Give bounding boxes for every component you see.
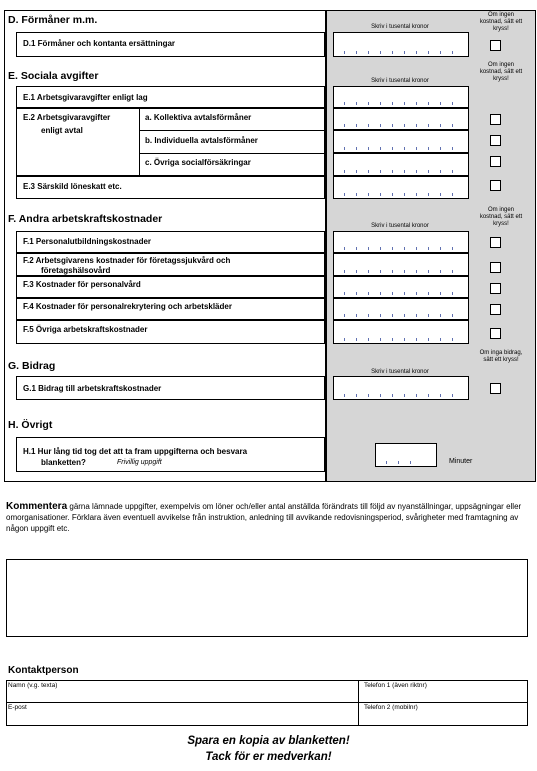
section-e-column-header: Skriv i tusental kronor: [371, 78, 429, 84]
section-d-title: D. Förmåner m.m.: [8, 14, 98, 26]
input-h1-minutes[interactable]: [375, 443, 437, 467]
row-e2-sep1: [139, 130, 325, 131]
checkbox-f1[interactable]: [490, 237, 501, 248]
section-e-title: E. Sociala avgifter: [8, 70, 99, 82]
input-e3[interactable]: [333, 176, 469, 199]
row-e2-sep2: [139, 153, 325, 154]
frame-bottom: [4, 481, 536, 482]
comment-body: gärna lämnade uppgifter, exempelvis om löner och/eller antal anställda förändrats till följd av nyanställningar, uppsägningar eller omorganisationer. Förklara även eventuell avvikelse från instruktion, anledning till avvikande redovisningsperiod, svårigheter med framtagning av någon uppgift etc.: [6, 502, 522, 533]
section-g-column-header: Skriv i tusental kronor: [371, 369, 429, 375]
contact-table: [6, 680, 528, 726]
section-f-column-header: Skriv i tusental kronor: [371, 223, 429, 229]
row-e2-label-1: E.2 Arbetsgivaravgifter: [23, 113, 111, 122]
minutes-unit: Minuter: [449, 458, 473, 465]
input-f1[interactable]: [333, 231, 469, 253]
row-f2-label-1: F.2 Arbetsgivarens kostnader för företagssjukvård och: [23, 256, 231, 265]
row-h1-optional: Frivillig uppgift: [117, 459, 162, 466]
section-g-note: Om inga bidrag, sätt ett kryss!: [479, 350, 523, 363]
checkbox-f4[interactable]: [490, 304, 501, 315]
input-e2b[interactable]: [333, 130, 469, 153]
frame-top: [4, 10, 536, 11]
input-e2c[interactable]: [333, 153, 469, 176]
row-e3: [16, 176, 325, 199]
section-h-title: H. Övrigt: [8, 419, 53, 431]
frame-left: [4, 10, 5, 482]
row-d1-label: D.1 Förmåner och kontanta ersättningar: [23, 39, 176, 48]
input-f4[interactable]: [333, 298, 469, 320]
comment-lead: Kommentera: [6, 501, 68, 512]
contact-col-sep: [358, 680, 359, 726]
row-f3: [16, 276, 325, 298]
comment-textarea[interactable]: [6, 559, 528, 637]
row-f2: [16, 253, 325, 276]
input-e2a[interactable]: [333, 108, 469, 130]
row-h1-label-2: blanketten?: [41, 458, 86, 467]
row-h1-label-1: H.1 Hur lång tid tog det att ta fram uppgifterna och besvara: [23, 447, 248, 456]
row-e2-label-2: enligt avtal: [41, 126, 83, 135]
input-f3[interactable]: [333, 276, 469, 298]
row-h1: [16, 437, 325, 472]
input-d1[interactable]: [333, 32, 469, 57]
row-e2a-label: a. Kollektiva avtalsförmåner: [145, 113, 252, 122]
contact-row-sep: [6, 702, 528, 703]
row-f4-label: F.4 Kostnader för personalrekrytering och arbetskläder: [23, 302, 232, 311]
row-e3-label: E.3 Särskild löneskatt etc.: [23, 182, 122, 191]
row-f5-label: F.5 Övriga arbetskraftskostnader: [23, 325, 148, 334]
checkbox-f3[interactable]: [490, 283, 501, 294]
comment-instructions: [6, 501, 526, 534]
checkbox-f2[interactable]: [490, 262, 501, 273]
frame-right: [535, 10, 536, 482]
section-g-title: G. Bidrag: [8, 360, 56, 372]
row-e1: [16, 86, 325, 108]
row-d1: [16, 32, 325, 57]
section-d-note: Om ingen kostnad, sätt ett kryss!: [479, 12, 523, 32]
row-g1-label: G.1 Bidrag till arbetskraftskostnader: [23, 384, 162, 393]
checkbox-d1[interactable]: [490, 40, 501, 51]
checkbox-e2b[interactable]: [490, 135, 501, 146]
contact-phone2-field[interactable]: Telefon 2 (mobilnr): [364, 704, 418, 711]
contact-phone1-field[interactable]: Telefon 1 (även riktnr): [364, 682, 427, 689]
section-e-note: Om ingen kostnad, sätt ett kryss!: [479, 62, 523, 82]
checkbox-e3[interactable]: [490, 180, 501, 191]
row-e2c-label: c. Övriga socialförsäkringar: [145, 158, 251, 167]
contact-email-field[interactable]: E-post: [8, 704, 27, 711]
checkbox-f5[interactable]: [490, 328, 501, 339]
footer-save-copy: Spara en kopia av blanketten!: [187, 735, 350, 747]
row-f4: [16, 298, 325, 320]
section-f-title: F. Andra arbetskraftskostnader: [8, 213, 163, 225]
row-f2-label-2: företagshälsovård: [41, 266, 111, 275]
footer-thanks: Tack för er medverkan!: [205, 751, 332, 763]
contact-title: Kontaktperson: [8, 665, 79, 676]
row-f5: [16, 320, 325, 344]
checkbox-e2c[interactable]: [490, 156, 501, 167]
contact-name-field[interactable]: Namn (v.g. texta): [8, 682, 58, 689]
row-g1: [16, 376, 325, 400]
input-g1[interactable]: [333, 376, 469, 400]
section-f-note: Om ingen kostnad, sätt ett kryss!: [479, 207, 523, 227]
section-d-column-header: Skriv i tusental kronor: [371, 24, 429, 30]
row-e2b-label: b. Individuella avtalsförmåner: [145, 136, 258, 145]
checkbox-g1[interactable]: [490, 383, 501, 394]
checkbox-e2a[interactable]: [490, 114, 501, 125]
input-f2[interactable]: [333, 253, 469, 276]
row-e2-divider: [139, 108, 140, 176]
row-f3-label: F.3 Kostnader för personalvård: [23, 280, 141, 289]
row-f1-label: F.1 Personalutbildningskostnader: [23, 237, 152, 246]
input-f5[interactable]: [333, 320, 469, 344]
row-e1-label: E.1 Arbetsgivaravgifter enligt lag: [23, 93, 148, 102]
row-f1: [16, 231, 325, 253]
input-e1[interactable]: [333, 86, 469, 108]
